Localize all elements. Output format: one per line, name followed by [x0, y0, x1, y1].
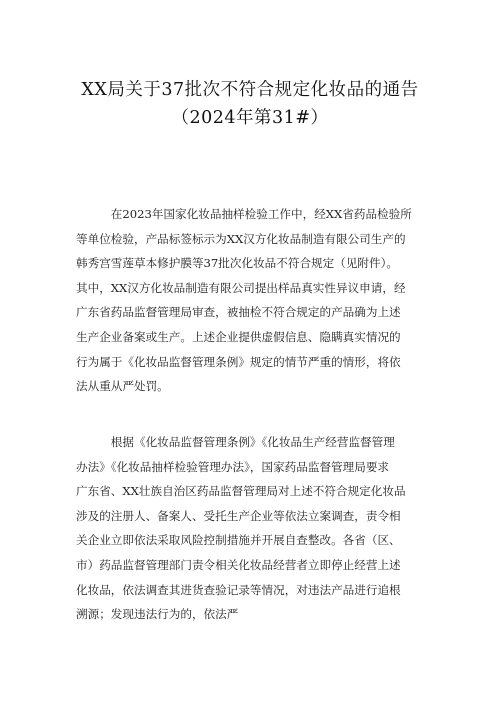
document-title: XX局关于37批次不符合规定化妆品的通告: [81, 80, 419, 100]
paragraph-line: 溯源；发现违法行为的，依法严: [76, 607, 239, 622]
paragraph-line: 办法》《化妆品抽样检验管理办法》，国家药品监督管理局要求: [76, 459, 390, 474]
paragraph-line: 行为属于《化妆品监督管理条例》规定的情节严重的情形，将依: [76, 354, 401, 369]
paragraph-line: 广东省药品监督管理局审查，被抽检不符合规定的产品确为上述: [76, 305, 401, 320]
paragraph-1: [76, 202, 430, 399]
paragraph-2: [76, 430, 430, 627]
paragraph-line: 广东省、XX壮族自治区药品监督管理局对上述不符合规定化妆品: [76, 484, 406, 499]
paragraph-line: 关企业立即依法采取风险控制措施并开展自查整改。各省（区、: [76, 533, 401, 548]
paragraph-line: 化妆品，依法调查其进货查验记录等情况，对违法产品进行追根: [76, 582, 401, 597]
paragraph-line: 其中，XX汉方化妆品制造有限公司提出样品真实性异议申请，经: [76, 280, 406, 295]
document-number: （2024年第31#）: [171, 108, 329, 128]
paragraph-line: 生产企业备案或生产。上述企业提供虚假信息、隐瞒真实情况的: [76, 329, 401, 344]
paragraph-line: 涉及的注册人、备案人、受托生产企业等依法立案调查，责令相: [76, 508, 401, 523]
paragraph-line: 市）药品监督管理部门责令相关化妆品经营者立即停止经营上述: [76, 557, 401, 572]
paragraph-line: 等单位检验，产品标签标示为XX汉方化妆品制造有限公司生产的: [76, 231, 406, 246]
paragraph-line: 在2023年国家化妆品抽样检验工作中，经XX省药品检验所: [76, 207, 412, 221]
paragraph-line: 法从重从严处罚。: [76, 379, 169, 394]
paragraph-line: 根据《化妆品监督管理条例》《化妆品生产经营监督管理: [76, 435, 395, 449]
paragraph-line: 韩秀宫雪莲草本修护膜等37批次化妆品不符合规定（见附件）。: [76, 256, 398, 271]
